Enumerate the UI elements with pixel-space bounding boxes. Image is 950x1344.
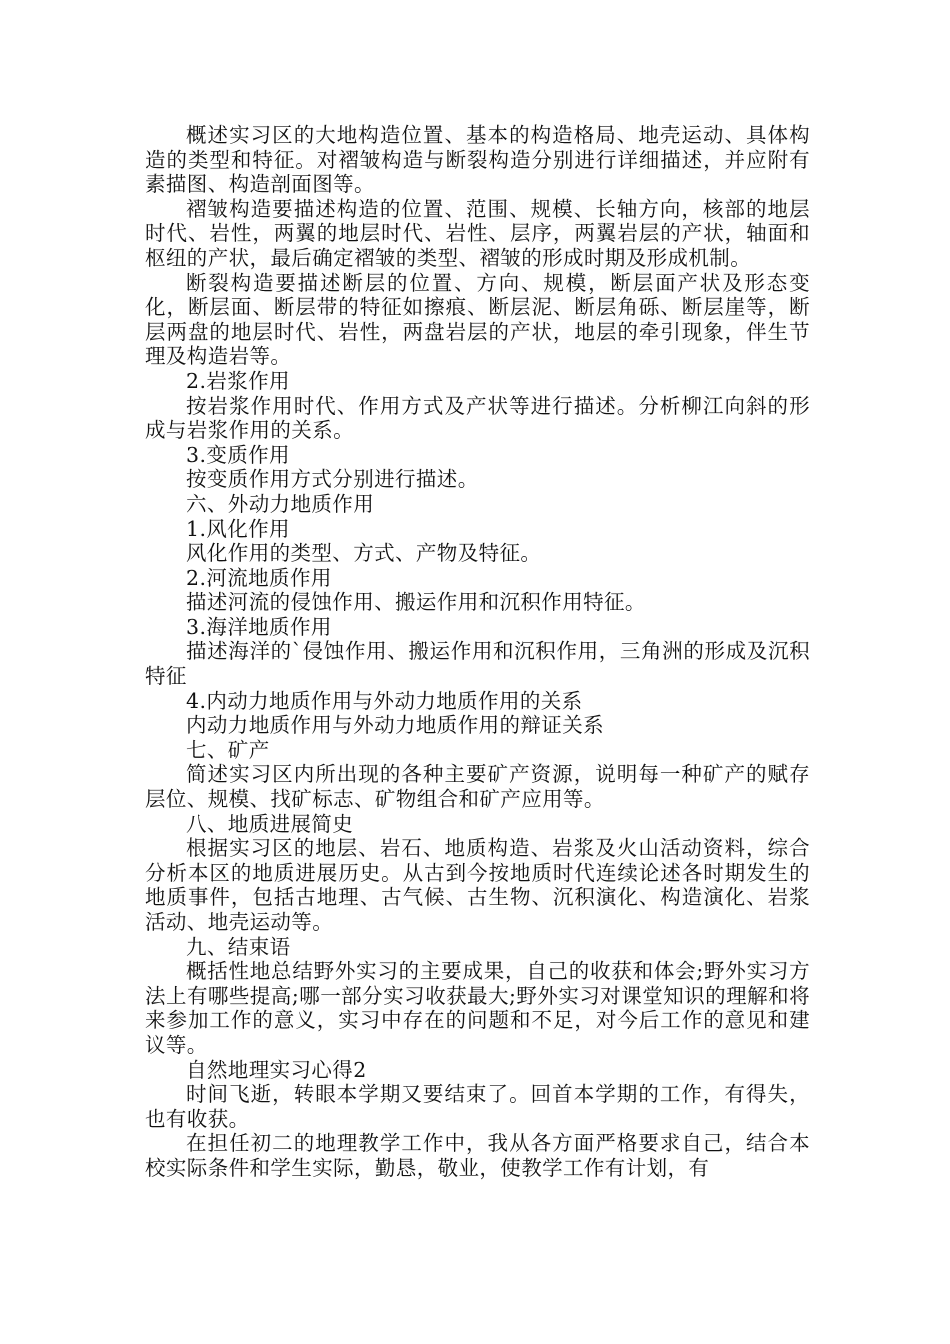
paragraph-conclusion: 概括性地总结野外实习的主要成果，自己的收获和体会;野外实习方法上有哪些提高;哪一部分实习收获最大;野外实习对课堂知识的理解和将来参加工作的意义，实习中存在的问题和不足，对今后工作的意见和建议等。 <box>145 959 810 1057</box>
paragraph-minerals: 简述实习区内所出现的各种主要矿产资源，说明每一种矿产的赋存层位、规模、找矿标志、矿物组合和矿产应用等。 <box>145 762 810 812</box>
paragraph-geologic-history: 根据实习区的地层、岩石、地质构造、岩浆及火山活动资料，综合分析本区的地质进展历史。从古到今按地质时代连续论述各时期发生的地质事件，包括古地理、古气候、古生物、沉积演化、构造演化、岩浆活动、地壳运动等。 <box>145 836 810 934</box>
heading-minerals: 七、矿产 <box>186 737 270 762</box>
paragraph-tectonics-overview: 概述实习区的大地构造位置、基本的构造格局、地壳运动、具体构造的类型和特征。对褶皱构造与断裂构造分别进行详细描述，并应附有素描图、构造剖面图等。 <box>145 123 810 197</box>
document-body <box>145 123 810 1181</box>
heading-weathering: 1.风化作用 <box>186 516 290 541</box>
paragraph-fault-structure: 断裂构造要描述断层的位置、方向、规模，断层面产状及形态变化，断层面、断层带的特征如擦痕、断层泥、断层角砾、断层崖等，断层两盘的地层时代、岩性，两盘岩层的产状，地层的牵引现象，伴生节理及构造岩等。 <box>145 270 810 369</box>
heading-ocean-geology: 3.海洋地质作用 <box>186 614 332 639</box>
heading-metamorphism: 3.变质作用 <box>186 442 290 467</box>
heading-external-geology: 六、外动力地质作用 <box>186 491 375 516</box>
heading-river-geology: 2.河流地质作用 <box>186 565 332 590</box>
heading-internal-external-relation: 4.内动力地质作用与外动力地质作用的关系 <box>186 688 583 713</box>
paragraph-reflection-intro: 时间飞逝，转眼本学期又要结束了。回首本学期的工作，有得失，也有收获。 <box>145 1082 810 1131</box>
paragraph-weathering: 风化作用的类型、方式、产物及特征。 <box>186 541 542 566</box>
heading-magmatism: 2.岩浆作用 <box>186 368 290 393</box>
paragraph-metamorphism: 按变质作用方式分别进行描述。 <box>186 467 479 492</box>
heading-conclusion: 九、结束语 <box>186 934 291 959</box>
paragraph-magmatism: 按岩浆作用时代、作用方式及产状等进行描述。分析柳江向斜的形成与岩浆作用的关系。 <box>145 393 810 443</box>
paragraph-internal-external-relation: 内动力地质作用与外动力地质作用的辩证关系 <box>186 713 604 738</box>
paragraph-fold-structure: 褶皱构造要描述构造的位置、范围、规模、长轴方向，核部的地层时代、岩性，两翼的地层时代、岩性、层序，两翼岩层的产状，轴面和枢纽的产状，最后确定褶皱的类型、褶皱的形成时期及形成机制。 <box>145 196 810 270</box>
heading-geologic-history: 八、地质进展简史 <box>186 811 354 836</box>
paragraph-reflection-teaching: 在担任初二的地理教学工作中，我从各方面严格要求自己，结合本校实际条件和学生实际，勤恳，敬业，使教学工作有计划，有 <box>145 1131 810 1180</box>
paragraph-river-geology: 描述河流的侵蚀作用、搬运作用和沉积作用特征。 <box>186 590 646 615</box>
heading-reflection-2: 自然地理实习心得2 <box>186 1057 367 1082</box>
paragraph-ocean-geology: 描述海洋的`侵蚀作用、搬运作用和沉积作用，三角洲的形成及沉积特征 <box>145 639 810 689</box>
